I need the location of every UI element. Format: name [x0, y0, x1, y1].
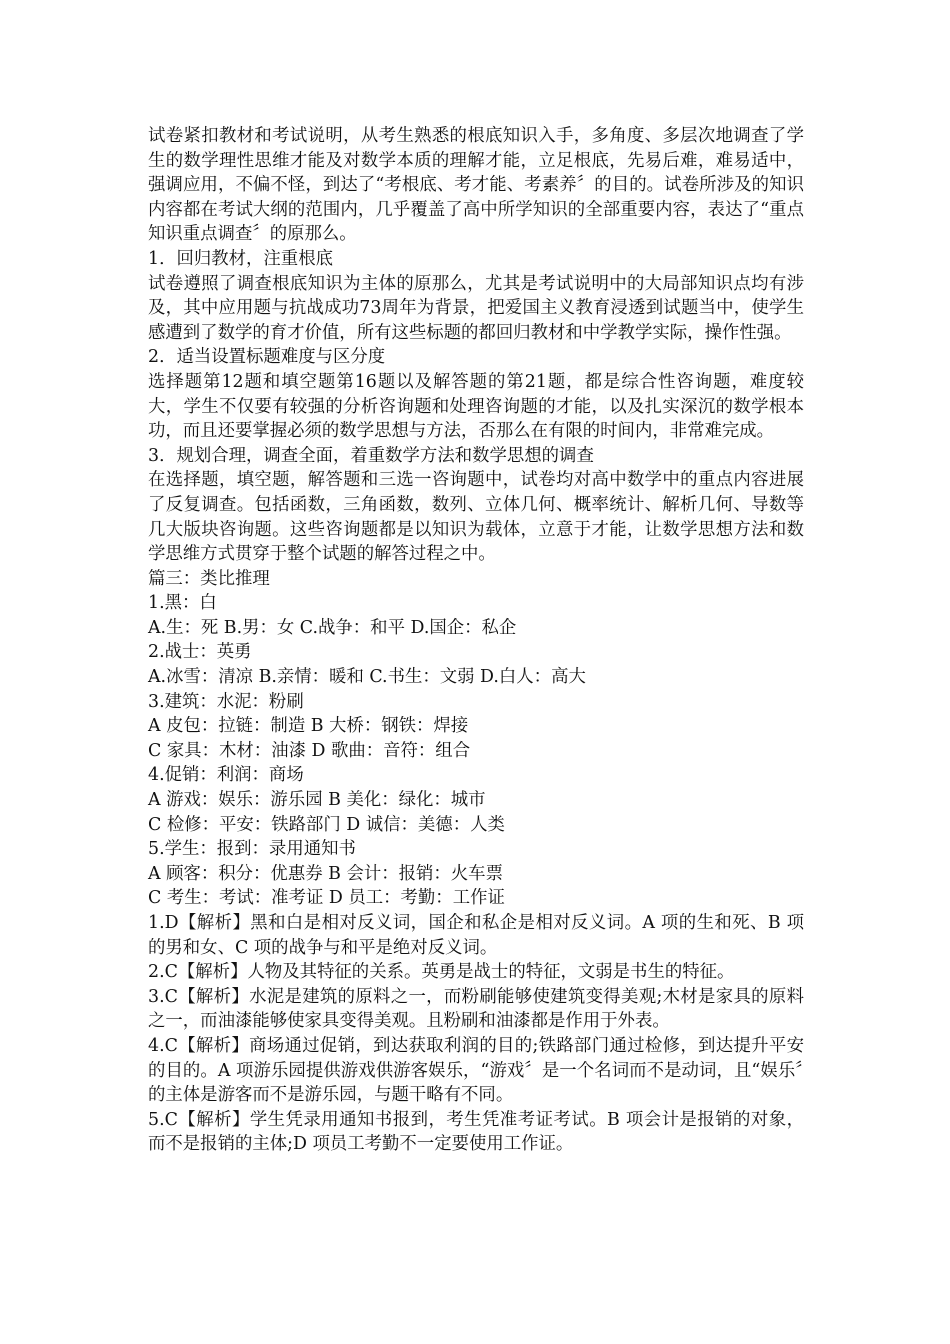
question-3-options-cd: C 家具：木材：油漆 D 歌曲：音符：组合 [148, 740, 471, 761]
section-paragraph-2: 选择题第12题和填空题第16题以及解答题的第21题，都是综合性咨询题，难度较大，学生不仅要有较强的分析咨询题和处理咨询题的才能，以及扎实深沉的数学根本功，而且还要掌握必须的数学思想与方法，否那么在有限的时间内，非常难完成。 [148, 371, 804, 442]
question-2-options: A.冰雪：清凉 B.亲情：暖和 C.书生：文弱 D.白人：高大 [148, 667, 586, 688]
question-4-options-cd: C 检修：平安：铁路部门 D 诚信：美德：人类 [148, 814, 505, 835]
question-3: 3.建筑：水泥：粉刷 [148, 691, 304, 712]
section-heading-1: 1．回归教材，注重根底 [148, 248, 333, 269]
answer-3: 3.C【解析】水泥是建筑的原料之一，而粉刷能够使建筑变得美观;木材是家具的原料之一，而油漆能够使家具变得美观。且粉刷和油漆都是作用于外表。 [148, 986, 804, 1032]
answer-2: 2.C【解析】人物及其特征的关系。英勇是战士的特征，文弱是书生的特征。 [148, 962, 735, 983]
section-paragraph-1: 试卷遵照了调查根底知识为主体的原那么，尤其是考试说明中的大局部知识点均有涉及，其中应用题与抗战成功73周年为背景，把爱国主义教育浸透到试题当中，使学生感遭到了数学的育才价值，所有这些标题的都回归教材和中学教学实际，操作性强。 [148, 273, 804, 343]
question-3-options-ab: A 皮包：拉链：制造 B 大桥：钢铁：焊接 [148, 716, 469, 737]
answer-4: 4.C【解析】商场通过促销，到达获取利润的目的;铁路部门通过检修，到达提升平安的目的。A 项游乐园提供游戏供游客娱乐，“游戏〞是一个名词而不是动词，且“娱乐〞的主体是游客而不是游乐园，与题干略有不同。 [148, 1035, 804, 1106]
question-5-options-cd: C 考生：考试：准考证 D 员工：考勤：工作证 [148, 888, 505, 909]
question-4-options-ab: A 游戏：娱乐：游乐园 B 美化：绿化：城市 [148, 790, 486, 811]
section-heading-3: 3．规划合理，调查全面，着重数学方法和数学思想的调查 [148, 445, 594, 466]
question-5: 5.学生：报到：录用通知书 [148, 839, 356, 860]
question-5-options-ab: A 顾客：积分：优惠券 B 会计：报销：火车票 [148, 863, 503, 884]
question-2: 2.战士：英勇 [148, 642, 252, 663]
question-4: 4.促销：利润：商场 [148, 765, 304, 786]
section-heading-2: 2．适当设置标题难度与区分度 [148, 347, 386, 368]
question-1-options: A.生：死 B.男：女 C.战争：和平 D.国企：私企 [148, 617, 517, 638]
document-body [148, 124, 804, 1157]
section-paragraph-3: 在选择题，填空题，解答题和三选一咨询题中，试卷均对高中数学中的重点内容进展了反复调查。包括函数，三角函数，数列、立体几何、概率统计、解析几何、导数等几大版块咨询题。这些咨询题都是以知识为载体，立意于才能，让数学思想方法和数学思维方式贯穿于整个试题的解答过程之中。 [148, 470, 804, 565]
answer-5: 5.C【解析】学生凭录用通知书报到，考生凭准考证考试。B 项会计是报销的对象，而不是报销的主体;D 项员工考勤不一定要使用工作证。 [148, 1109, 804, 1155]
chapter-title: 篇三：类比推理 [148, 568, 270, 589]
question-1: 1.黑：白 [148, 593, 217, 614]
answer-1: 1.D【解析】黑和白是相对反义词，国企和私企是相对反义词。A 项的生和死、B 项的男和女、C 项的战争与和平是绝对反义词。 [148, 913, 804, 958]
intro-paragraph: 试卷紧扣教材和考试说明，从考生熟悉的根底知识入手，多角度、多层次地调查了学生的数学理性思维才能及对数学本质的理解才能，立足根底，先易后难，难易适中，强调应用，不偏不怪，到达了“考根底、考才能、考素养〞的目的。试卷所涉及的知识内容都在考试大纲的范围内，几乎覆盖了高中所学知识的全部重要内容，表达了“重点知识重点调查〞的原那么。 [148, 126, 804, 245]
